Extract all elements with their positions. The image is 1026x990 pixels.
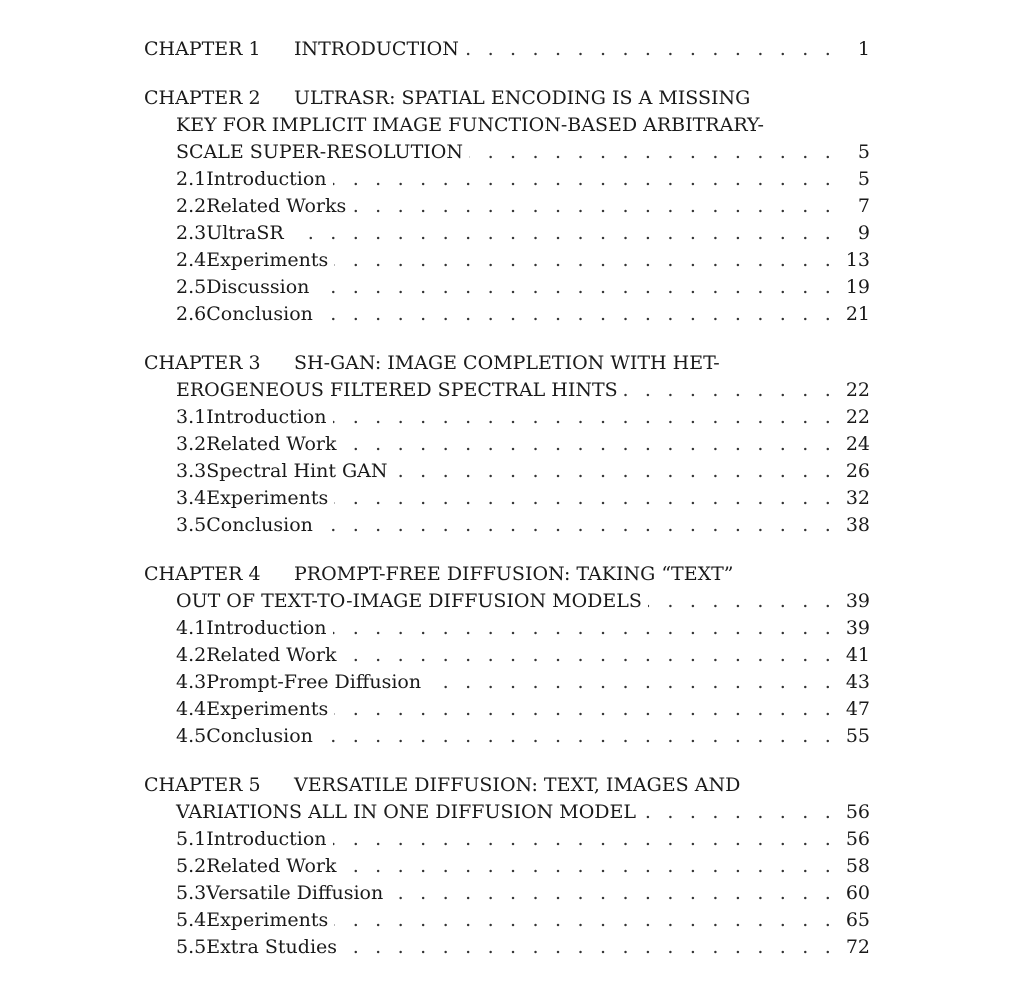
section-number: 3.5 [176,514,207,536]
page-number: 24 [845,433,870,455]
chapter-heading-line[interactable] [144,772,870,799]
page-number: 60 [845,882,870,904]
section-title: Experiments [206,249,329,271]
page-number: 43 [845,671,870,693]
chapter-heading-continuation[interactable] [144,799,870,826]
section-number: 4.1 [176,617,207,639]
chapter-heading-line[interactable] [144,36,870,63]
section-number: 2.1 [176,168,207,190]
section-title: Conclusion [206,514,313,536]
toc-chapter [144,85,870,328]
section-title: Related Work [206,433,337,455]
page-number: 7 [857,195,870,217]
dot-leader [427,669,836,696]
dot-leader [394,458,836,485]
page-number: 9 [857,222,870,244]
toc-section-entry[interactable] [144,669,870,696]
chapter-title: SCALE SUPER-RESOLUTION [176,141,463,163]
toc-section-entry[interactable] [144,934,870,961]
section-number: 3.4 [176,487,207,509]
toc-section-entry[interactable] [144,615,870,642]
dot-leader [469,139,836,166]
chapter-heading-line[interactable] [144,85,870,112]
dot-leader [389,880,836,907]
section-title: Related Work [206,644,337,666]
section-number: 5.5 [176,936,207,958]
toc-section-entry[interactable] [144,907,870,934]
toc-chapter [144,772,870,961]
chapter-title: SH-GAN: IMAGE COMPLETION WITH HET- [294,352,720,374]
page-number: 72 [845,936,870,958]
section-number: 3.2 [176,433,207,455]
dot-leader [343,934,836,961]
section-number: 2.2 [176,195,207,217]
section-title: Experiments [206,487,329,509]
dot-leader [334,247,836,274]
dot-leader [319,301,836,328]
page-number: 1 [857,38,870,60]
dot-leader [343,431,836,458]
toc-chapter [144,350,870,539]
page-number: 38 [845,514,870,536]
toc-section-entry[interactable] [144,247,870,274]
section-title: Extra Studies [206,936,338,958]
toc-section-entry[interactable] [144,826,870,853]
chapter-title: VARIATIONS ALL IN ONE DIFFUSION MODEL [176,801,636,823]
dot-leader [642,799,836,826]
chapter-title: ULTRASR: SPATIAL ENCODING IS A MISSING [294,87,751,109]
dot-leader [319,723,836,750]
page-number: 21 [845,303,870,325]
dot-leader [290,220,836,247]
section-number: 4.3 [176,671,207,693]
section-number: 5.1 [176,828,207,850]
toc-section-entry[interactable] [144,431,870,458]
toc-section-entry[interactable] [144,485,870,512]
section-number: 4.4 [176,698,207,720]
dot-leader [624,377,836,404]
page-number: 22 [845,379,870,401]
section-number: 4.2 [176,644,207,666]
dot-leader [352,193,836,220]
chapter-heading-continuation[interactable] [144,139,870,166]
toc-section-entry[interactable] [144,853,870,880]
section-number: 5.3 [176,882,207,904]
section-title: Introduction [206,617,327,639]
toc-section-entry[interactable] [144,166,870,193]
dot-leader [333,166,836,193]
page-number: 56 [845,801,870,823]
section-title: Related Work [206,855,337,877]
page-number: 19 [845,276,870,298]
section-title: Spectral Hint GAN [206,460,388,482]
chapter-label: CHAPTER 4 [144,563,261,585]
toc-section-entry[interactable] [144,723,870,750]
dot-leader [648,588,836,615]
page-number: 47 [845,698,870,720]
section-title: Experiments [206,698,329,720]
dot-leader [334,907,836,934]
section-number: 2.5 [176,276,207,298]
section-title: Related Works [206,195,347,217]
page-number: 32 [845,487,870,509]
page-number: 55 [845,725,870,747]
page-number: 5 [857,168,870,190]
page-number: 26 [845,460,870,482]
chapter-label: CHAPTER 2 [144,87,261,109]
section-title: Prompt-Free Diffusion [206,671,422,693]
toc-section-entry[interactable] [144,512,870,539]
section-number: 3.1 [176,406,207,428]
toc-chapter [144,561,870,750]
section-title: Versatile Diffusion [206,882,384,904]
section-title: Experiments [206,909,329,931]
page-number: 22 [845,406,870,428]
section-number: 2.4 [176,249,207,271]
chapter-title: OUT OF TEXT-TO-IMAGE DIFFUSION MODELS [176,590,642,612]
toc-section-entry[interactable] [144,274,870,301]
section-number: 2.6 [176,303,207,325]
chapter-heading-continuation[interactable] [144,588,870,615]
section-title: Conclusion [206,303,313,325]
chapter-heading-line[interactable] [144,561,870,588]
section-number: 5.4 [176,909,207,931]
dot-leader [315,274,836,301]
dot-leader [334,696,836,723]
dot-leader [334,485,836,512]
chapter-title: KEY FOR IMPLICIT IMAGE FUNCTION-BASED ARBITRARY- [176,114,764,136]
section-number: 4.5 [176,725,207,747]
chapter-heading-continuation[interactable] [144,377,870,404]
dot-leader [319,512,836,539]
page-number: 58 [845,855,870,877]
page-number: 5 [857,141,870,163]
dot-leader [333,404,836,431]
page-number: 39 [845,617,870,639]
section-title: Discussion [206,276,310,298]
section-title: Introduction [206,168,327,190]
section-title: Conclusion [206,725,313,747]
dot-leader [333,826,836,853]
chapter-heading-line[interactable] [144,350,870,377]
toc-chapter [144,36,870,63]
dot-leader [343,642,836,669]
chapter-title: PROMPT-FREE DIFFUSION: TAKING “TEXT” [294,563,734,585]
section-title: UltraSR [206,222,284,244]
chapter-label: CHAPTER 5 [144,774,261,796]
dot-leader [465,36,836,63]
toc-section-entry[interactable] [144,193,870,220]
chapter-label: CHAPTER 3 [144,352,261,374]
section-number: 5.2 [176,855,207,877]
table-of-contents [144,36,870,983]
section-title: Introduction [206,406,327,428]
page-number: 65 [845,909,870,931]
section-number: 2.3 [176,222,207,244]
toc-section-entry[interactable] [144,404,870,431]
chapter-title: VERSATILE DIFFUSION: TEXT, IMAGES AND [294,774,741,796]
chapter-title: INTRODUCTION [294,38,459,60]
toc-section-entry[interactable] [144,880,870,907]
dot-leader [333,615,836,642]
page-number: 41 [845,644,870,666]
page-number: 13 [845,249,870,271]
section-number: 3.3 [176,460,207,482]
dot-leader [343,853,836,880]
toc-section-entry[interactable] [144,642,870,669]
page-number: 39 [845,590,870,612]
toc-section-entry[interactable] [144,458,870,485]
section-title: Introduction [206,828,327,850]
toc-section-entry[interactable] [144,301,870,328]
chapter-heading-continuation[interactable] [144,112,870,139]
chapter-title: EROGENEOUS FILTERED SPECTRAL HINTS [176,379,618,401]
toc-section-entry[interactable] [144,696,870,723]
page-number: 56 [845,828,870,850]
chapter-label: CHAPTER 1 [144,38,261,60]
toc-section-entry[interactable] [144,220,870,247]
